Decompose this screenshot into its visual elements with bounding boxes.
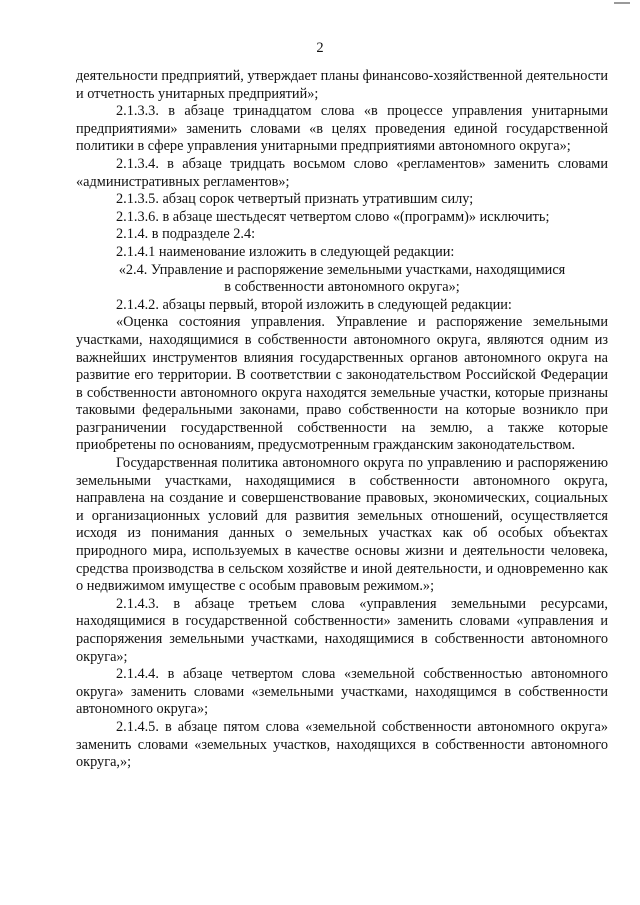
paragraph: 2.1.4.5. в абзаце пятом слова «земельной собственности автономного округа» заменить словами «земельных участков, находящихся в собственности автономного округа,»; [76,718,608,771]
paragraph: 2.1.3.5. абзац сорок четвертый признать утратившим силу; [116,191,474,208]
paragraph: деятельности предприятий, утверждает планы финансово-хозяйственной деятельности и отчетность унитарных предприятий»; [76,68,608,102]
section-heading-line-1: «2.4. Управление и распоряжение земельными участками, находящимися [118,261,566,278]
page-number: 2 [316,40,324,56]
quoted-paragraph: «Оценка состояния управления. Управление и распоряжение земельными участками, находящимися в собственности автономного округа, являются одним из важнейших инструментов влияния государственных органов автономного округа на развитие его территории. В соответствии с законодательством Российской Федерации в собственности автономного округа находятся земельные участки, которые признаны таковыми федеральными законами, право собственности на которые возникло при разграничении государственной собственности на землю, а также которые приобретены по основаниям, предусмотренным гражданским законодательством. [76,314,608,454]
paragraph: 2.1.4.3. в абзаце третьем слова «управления земельными ресурсами, находящимися в государственной собственности» заменить словами «управления и распоряжения земельными участками, находящимися в собственности автономного округа»; [76,595,608,665]
paragraph: 2.1.4.2. абзацы первый, второй изложить в следующей редакции: [116,296,512,313]
paragraph: 2.1.4. в подразделе 2.4: [116,226,256,243]
paragraph: 2.1.4.1 наименование изложить в следующей редакции: [116,243,455,260]
section-heading-line-2: в собственности автономного округа»; [224,279,460,296]
scan-corner-mark [614,2,630,4]
paragraph: 2.1.3.6. в абзаце шестьдесят четвертом слово «(программ)» исключить; [116,208,550,225]
quoted-paragraph: Государственная политика автономного округа по управлению и распоряжению земельными участками, находящимися в собственности автономного округа, направлена на создание и совершенствование правовых, экономических, социальных и организационных условий для развития земельных отношений, осуществляется исходя из понимания данных о земельных участках как об особых объектах природного мира, используемых в качестве основы жизни и деятельности человека, средства производства в сельском хозяйстве и иной деятельности, и одновременно как о недвижимом имуществе с особым правовым режимом.»; [76,455,608,595]
paragraph: 2.1.4.4. в абзаце четвертом слова «земельной собственностью автономного округа» заменить словами «земельными участками, находящимся в собственности автономного округа»; [76,666,608,718]
document-body [76,68,608,772]
paragraph: 2.1.3.4. в абзаце тридцать восьмом слово «регламентов» заменить словами «административных регламентов»; [76,155,608,190]
paragraph: 2.1.3.3. в абзаце тринадцатом слова «в процессе управления унитарными предприятиями» заменить словами «в целях проведения единой государственной политики в сфере управления унитарными предприятиями автономного округа»; [76,103,608,155]
